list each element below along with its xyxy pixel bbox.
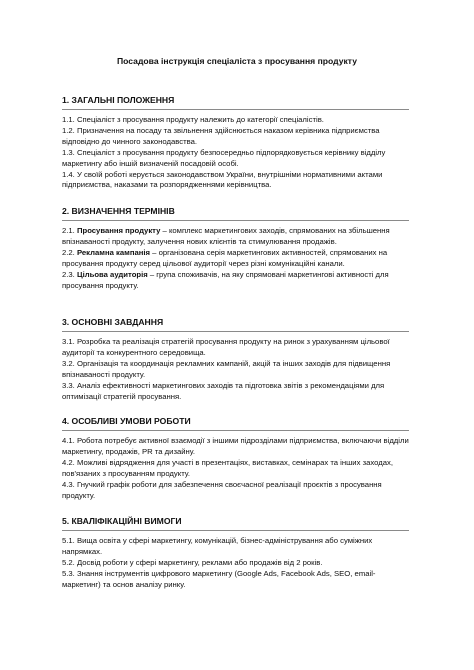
paragraph-3-1: 3.1. Розробка та реалізація стратегій просування продукту на ринок з урахуванням цільової аудиторії та конкурентного середовища. (62, 337, 390, 357)
section-4-heading: 4. ОСОБЛИВІ УМОВИ РОБОТИ (62, 416, 191, 426)
paragraph-3-3: 3.3. Аналіз ефективності маркетингових заходів та підготовка звітів з рекомендаціями для оптимізації стратегій просування. (62, 380, 385, 401)
term-name: Просування продукту (76, 226, 161, 235)
term-name: Цільова аудиторія (76, 269, 148, 279)
section-5-heading: 5. КВАЛІФІКАЦІЙНІ ВИМОГИ (62, 516, 182, 526)
section-1-divider (62, 109, 409, 110)
paragraph-4-2: 4.2. Можливі відрядження для участі в презентаціях, виставках, семінарах та інших заходах, пов'язаних з просуванням продукту. (62, 457, 393, 478)
paragraph-1-4: 1.4. У своїй роботі керується законодавством України, внутрішніми нормативними актами підприємства, наказами та розпорядженнями керівництва. (62, 169, 383, 190)
term-number: 2.3. (62, 269, 77, 279)
term-paragraph-2-2 (62, 248, 414, 270)
term-definition: – комплекс маркетингових заходів, спрямованих на збільшення впізнаваності продукту, залучення нових клієнтів та стимулювання продажів. (62, 226, 390, 246)
term-paragraph-2-3 (62, 270, 414, 292)
term-number: 2.2. (62, 247, 77, 257)
section-3-body (62, 337, 414, 402)
section-1-heading: 1. ЗАГАЛЬНІ ПОЛОЖЕННЯ (62, 95, 175, 105)
section-2-body (62, 226, 414, 291)
term-definition: – організована серія маркетингових активностей, спрямованих на просування продукту серед цільової аудиторії через різні комунікаційні канали. (62, 247, 388, 268)
term-name: Рекламна кампанія (76, 247, 151, 257)
section-4-divider (62, 430, 409, 431)
section-2-divider (62, 220, 409, 221)
section-1-body (62, 115, 414, 191)
section-4-body (62, 436, 414, 501)
term-paragraph-2-1 (62, 226, 414, 248)
paragraph-1-2: 1.2. Призначення на посаду та звільнення здійснюється наказом керівника підприємства відповідно до чинного законодавства. (62, 125, 380, 146)
term-number: 2.1. (62, 226, 77, 235)
paragraph-4-3: 4.3. Гнучкий графік роботи для забезпечення своєчасної реалізації проєктів з просування продукту. (62, 479, 382, 500)
section-2-heading: 2. ВИЗНАЧЕННЯ ТЕРМІНІВ (62, 206, 175, 216)
document-title: Посадова інструкція спеціаліста з просування продукту (116, 56, 358, 66)
term-definition: – група споживачів, на яку спрямовані маркетингові активності для просування продукту. (62, 269, 389, 290)
paragraph-3-2: 3.2. Організація та координація рекламних кампаній, акцій та інших заходів для підвищення впізнаваності продукту. (62, 358, 391, 379)
section-3-divider (62, 331, 409, 332)
section-5-divider (62, 530, 409, 531)
paragraph-1-3: 1.3. Спеціаліст з просування продукту безпосередньо підпорядковується керівнику відділу маркетингу або іншій визначеній посадовій особі. (62, 147, 386, 168)
paragraph-5-1: 5.1. Вища освіта у сфері маркетингу, комунікацій, бізнес-адміністрування або суміжних напрямках. (62, 536, 373, 556)
paragraph-1-1: 1.1. Спеціаліст з просування продукту належить до категорії спеціалістів. (62, 115, 324, 124)
paragraph-4-1: 4.1. Робота потребує активної взаємодії з іншими підрозділами підприємства, включаючи відділи маркетингу, продажів, PR та дизайну. (62, 436, 409, 456)
paragraph-5-3: 5.3. Знання інструментів цифрового маркетингу (Google Ads, Facebook Ads, SEO, email-маркетинг) та основ аналізу ринку. (62, 568, 376, 589)
paragraph-5-2: 5.2. Досвід роботи у сфері маркетингу, реклами або продажів від 2 років. (62, 557, 323, 567)
section-3-heading: 3. ОСНОВНІ ЗАВДАННЯ (62, 317, 164, 327)
section-5-body (62, 536, 414, 591)
